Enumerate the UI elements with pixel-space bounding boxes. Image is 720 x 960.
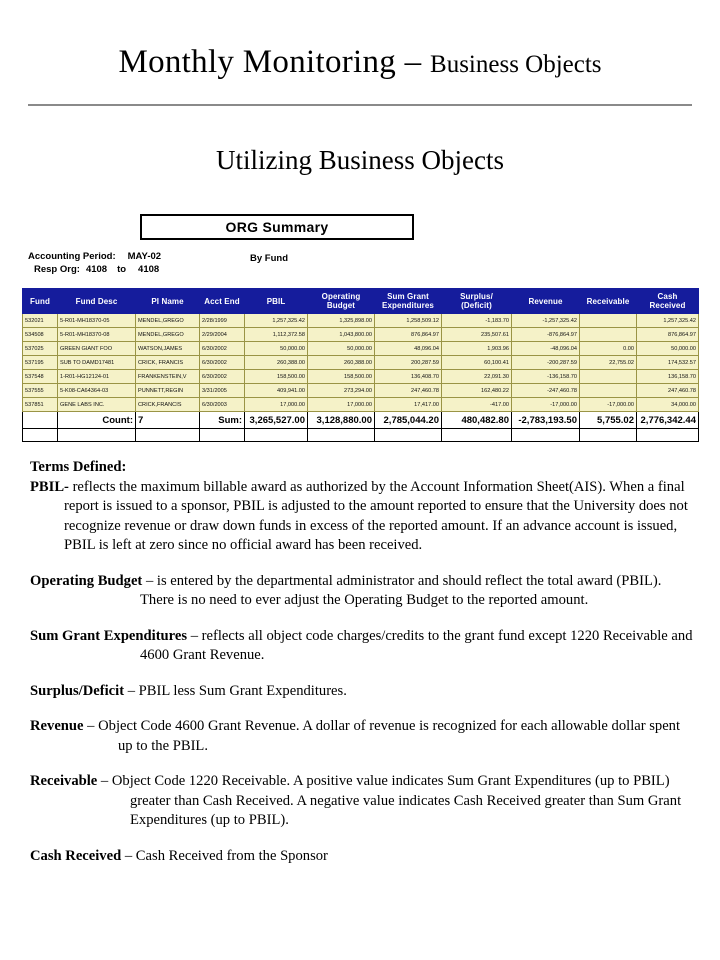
totals-spacer-fund (23, 412, 58, 429)
title-divider (28, 104, 692, 106)
spacer (30, 831, 694, 847)
cell-operating-budget: 50,000.00 (308, 342, 375, 356)
term-receivable-name: Receivable (30, 773, 98, 789)
cell-receivable: 0.00 (580, 342, 637, 356)
table-row (23, 356, 699, 370)
cell-sum-grant-expenditures: 48,096.04 (375, 342, 442, 356)
term-revenue (30, 717, 694, 756)
column-header-pi-name: PI Name (136, 289, 200, 314)
column-header-surplus-deficit: Surplus/ (Deficit) (442, 289, 512, 314)
blank-cell (442, 429, 512, 442)
cell-pbil: 158,500.00 (245, 370, 308, 384)
cell-revenue: -876,864.97 (512, 328, 580, 342)
resp-org-row (28, 263, 161, 276)
column-header-sum-grant-expenditures: Sum Grant Expenditures (375, 289, 442, 314)
cell-cash-received: 174,532.57 (637, 356, 699, 370)
totals-receivable: 5,755.02 (580, 412, 637, 429)
org-summary-table (22, 288, 699, 442)
cell-sum-grant-expenditures: 17,417.00 (375, 398, 442, 412)
term-pbil-name: PBIL- (30, 478, 69, 495)
cell-pbil: 50,000.00 (245, 342, 308, 356)
cell-sum-grant-expenditures: 247,460.78 (375, 384, 442, 398)
cell-acct-end: 2/29/2004 (200, 328, 245, 342)
cell-fund-desc: 5-R01-MH18370-08 (58, 328, 136, 342)
term-surplus-deficit (30, 682, 694, 702)
cell-operating-budget: 1,325,898.00 (308, 314, 375, 328)
cell-sum-grant-expenditures: 1,258,509.12 (375, 314, 442, 328)
cell-fund-desc: 5-R01-MH18370-05 (58, 314, 136, 328)
totals-sum-label: Sum: (200, 412, 245, 429)
table-header-row (23, 289, 699, 314)
blank-cell (245, 429, 308, 442)
resp-org-from-value: 4108 (85, 264, 108, 275)
totals-surplus-deficit: 480,482.80 (442, 412, 512, 429)
cell-pbil: 260,388.00 (245, 356, 308, 370)
cell-fund: 534508 (23, 328, 58, 342)
totals-cash-received: 2,776,342.44 (637, 412, 699, 429)
cell-pi-name: CRICK, FRANCIS (136, 356, 200, 370)
table-blank-row (23, 429, 699, 442)
cell-receivable: 22,755.02 (580, 356, 637, 370)
column-header-acct-end: Acct End (200, 289, 245, 314)
resp-org-to-label: to (117, 264, 127, 275)
blank-cell (200, 429, 245, 442)
cell-pi-name: WATSON,JAMES (136, 342, 200, 356)
cell-fund: 537555 (23, 384, 58, 398)
term-surplus-deficit-name: Surplus/Deficit (30, 682, 125, 699)
blank-cell (580, 429, 637, 442)
spacer (30, 701, 694, 717)
cell-revenue: -136,158.70 (512, 370, 580, 384)
cell-cash-received: 1,257,325.42 (637, 314, 699, 328)
blank-cell (58, 429, 136, 442)
column-header-fund: Fund (23, 289, 58, 314)
cell-acct-end: 2/28/1999 (200, 314, 245, 328)
cell-fund-desc: SUB TO DAMD17481 (58, 356, 136, 370)
term-revenue-name: Revenue (30, 718, 84, 734)
cell-revenue: -1,257,325.42 (512, 314, 580, 328)
cell-sum-grant-expenditures: 200,287.59 (375, 356, 442, 370)
cell-fund: 537025 (23, 342, 58, 356)
totals-count-value: 7 (136, 412, 200, 429)
term-operating-budget (30, 572, 694, 611)
column-header-operating-budget: Operating Budget (308, 289, 375, 314)
cell-surplus-deficit: 22,091.30 (442, 370, 512, 384)
cell-sum-grant-expenditures: 136,408.70 (375, 370, 442, 384)
table-row (23, 342, 699, 356)
cell-revenue: -247,460.78 (512, 384, 580, 398)
column-header-cash-received: Cash Received (637, 289, 699, 314)
cell-acct-end: 3/31/2005 (200, 384, 245, 398)
table-row (23, 370, 699, 384)
terms-heading: Terms Defined: (30, 459, 127, 475)
column-header-receivable: Receivable (580, 289, 637, 314)
term-cash-received-body: – Cash Received from the Sponsor (121, 847, 328, 864)
blank-cell (637, 429, 699, 442)
resp-org-to-value: 4108 (138, 264, 160, 275)
spacer (30, 556, 694, 572)
spacer (30, 611, 694, 627)
table-row (23, 314, 699, 328)
page-title-sub: Business Objects (430, 51, 602, 78)
term-sum-grant-expenditures (30, 627, 694, 666)
cell-pbil: 1,257,325.42 (245, 314, 308, 328)
resp-org-label: Resp Org: (34, 264, 80, 275)
blank-cell (512, 429, 580, 442)
blank-cell (308, 429, 375, 442)
cell-pbil: 1,112,372.58 (245, 328, 308, 342)
blank-cell (23, 429, 58, 442)
cell-operating-budget: 1,043,800.00 (308, 328, 375, 342)
cell-pi-name: CRICK,FRANCIS (136, 398, 200, 412)
accounting-period-label: Accounting Period: (28, 251, 116, 262)
cell-receivable (580, 314, 637, 328)
totals-pbil: 3,265,527.00 (245, 412, 308, 429)
term-pbil-body: reflects the maximum billable award as authorized by the Account Information Sheet(AIS). When a final report is issued to a sponsor, PBIL is adjusted to the amount reported to ensure that the University does not recognize revenue or draw down funds in excess of the reported amount. If an advance account is issued, PBIL is left at zero since no official award has been received. (64, 478, 688, 553)
totals-count-label: Count: (58, 412, 136, 429)
table-row (23, 384, 699, 398)
cell-acct-end: 6/30/2002 (200, 356, 245, 370)
term-surplus-deficit-body: – PBIL less Sum Grant Expenditures. (124, 682, 347, 699)
cell-fund-desc: GENE LABS INC. (58, 398, 136, 412)
cell-sum-grant-expenditures: 876,864.97 (375, 328, 442, 342)
spacer (30, 756, 694, 772)
cell-revenue: -48,096.04 (512, 342, 580, 356)
section-heading: Utilizing Business Objects (216, 145, 504, 175)
cell-receivable: -17,000.00 (580, 398, 637, 412)
cell-receivable (580, 384, 637, 398)
blank-cell (136, 429, 200, 442)
cell-acct-end: 6/30/2002 (200, 370, 245, 384)
term-receivable (30, 772, 694, 831)
cell-pi-name: MENDEL,GREGO (136, 328, 200, 342)
cell-surplus-deficit: 1,903.96 (442, 342, 512, 356)
column-header-pbil: PBIL (245, 289, 308, 314)
cell-operating-budget: 17,000.00 (308, 398, 375, 412)
totals-revenue: -2,783,193.50 (512, 412, 580, 429)
cell-pbil: 17,000.00 (245, 398, 308, 412)
cell-pbil: 409,941.00 (245, 384, 308, 398)
cell-receivable (580, 328, 637, 342)
cell-pi-name: MENDEL,GREGO (136, 314, 200, 328)
blank-cell (375, 429, 442, 442)
cell-cash-received: 50,000.00 (637, 342, 699, 356)
report-meta (28, 250, 288, 276)
term-sum-grant-expenditures-body: – reflects all object code charges/credits to the grant fund except 1220 Receivable and 4600 Grant Revenue. (140, 627, 693, 663)
cell-surplus-deficit: -1,183.70 (442, 314, 512, 328)
totals-operating-budget: 3,128,880.00 (308, 412, 375, 429)
cell-surplus-deficit: 162,480.22 (442, 384, 512, 398)
term-pbil (30, 478, 694, 556)
org-summary-label: ORG Summary (225, 219, 329, 235)
cell-surplus-deficit: -417.00 (442, 398, 512, 412)
spacer (30, 666, 694, 682)
table-totals-row (23, 412, 699, 429)
cell-operating-budget: 273,294.00 (308, 384, 375, 398)
cell-fund: 537851 (23, 398, 58, 412)
cell-surplus-deficit: 235,507.61 (442, 328, 512, 342)
cell-fund: 537548 (23, 370, 58, 384)
cell-cash-received: 247,460.78 (637, 384, 699, 398)
accounting-period-row (28, 250, 161, 263)
term-cash-received-name: Cash Received (30, 847, 122, 864)
cell-receivable (580, 370, 637, 384)
cell-revenue: -17,000.00 (512, 398, 580, 412)
page-title (0, 44, 720, 81)
column-header-fund-desc: Fund Desc (58, 289, 136, 314)
page-title-main: Monthly Monitoring – (118, 44, 431, 80)
cell-pi-name: PUNNETT,REGIN (136, 384, 200, 398)
cell-acct-end: 6/30/2002 (200, 342, 245, 356)
cell-cash-received: 34,000.00 (637, 398, 699, 412)
totals-sum-grant-expenditures: 2,785,044.20 (375, 412, 442, 429)
cell-fund: 532021 (23, 314, 58, 328)
cell-revenue: -200,287.59 (512, 356, 580, 370)
cell-pi-name: FRANKENSTEIN,V (136, 370, 200, 384)
column-header-revenue: Revenue (512, 289, 580, 314)
accounting-period-value: MAY-02 (127, 251, 162, 262)
cell-operating-budget: 158,500.00 (308, 370, 375, 384)
term-operating-budget-name: Operating Budget (30, 572, 143, 589)
table-body (23, 314, 699, 442)
table-row (23, 398, 699, 412)
cell-cash-received: 136,158.70 (637, 370, 699, 384)
table-row (23, 328, 699, 342)
by-fund-label: By Fund (250, 253, 288, 264)
cell-cash-received: 876,864.97 (637, 328, 699, 342)
term-sum-grant-expenditures-name: Sum Grant Expenditures (30, 627, 188, 644)
cell-operating-budget: 260,388.00 (308, 356, 375, 370)
term-cash-received (30, 847, 694, 867)
cell-fund: 537195 (23, 356, 58, 370)
cell-fund-desc: 5-K08-CA64364-03 (58, 384, 136, 398)
terms-defined-section (30, 458, 694, 866)
cell-fund-desc: GREEN GIANT FOO (58, 342, 136, 356)
term-operating-budget-body: – is entered by the departmental administrator and should reflect the total award (PBIL). There is no need to ever adjust the Operating Budget to the reported amount. (140, 572, 662, 608)
cell-fund-desc: 1-R01-HG12124-01 (58, 370, 136, 384)
cell-surplus-deficit: 60,100.41 (442, 356, 512, 370)
cell-acct-end: 6/30/2003 (200, 398, 245, 412)
org-summary-box (140, 214, 414, 240)
term-revenue-body: – Object Code 4600 Grant Revenue. A dollar of revenue is recognized for each allowable dollar spent up to the PBIL. (83, 718, 681, 754)
term-receivable-body: – Object Code 1220 Receivable. A positive value indicates Sum Grant Expenditures (up to PBIL) greater than Cash Received. A negative value indicates Cash Received greater than Sum Grant Expenditures (up to PBIL). (97, 773, 682, 828)
